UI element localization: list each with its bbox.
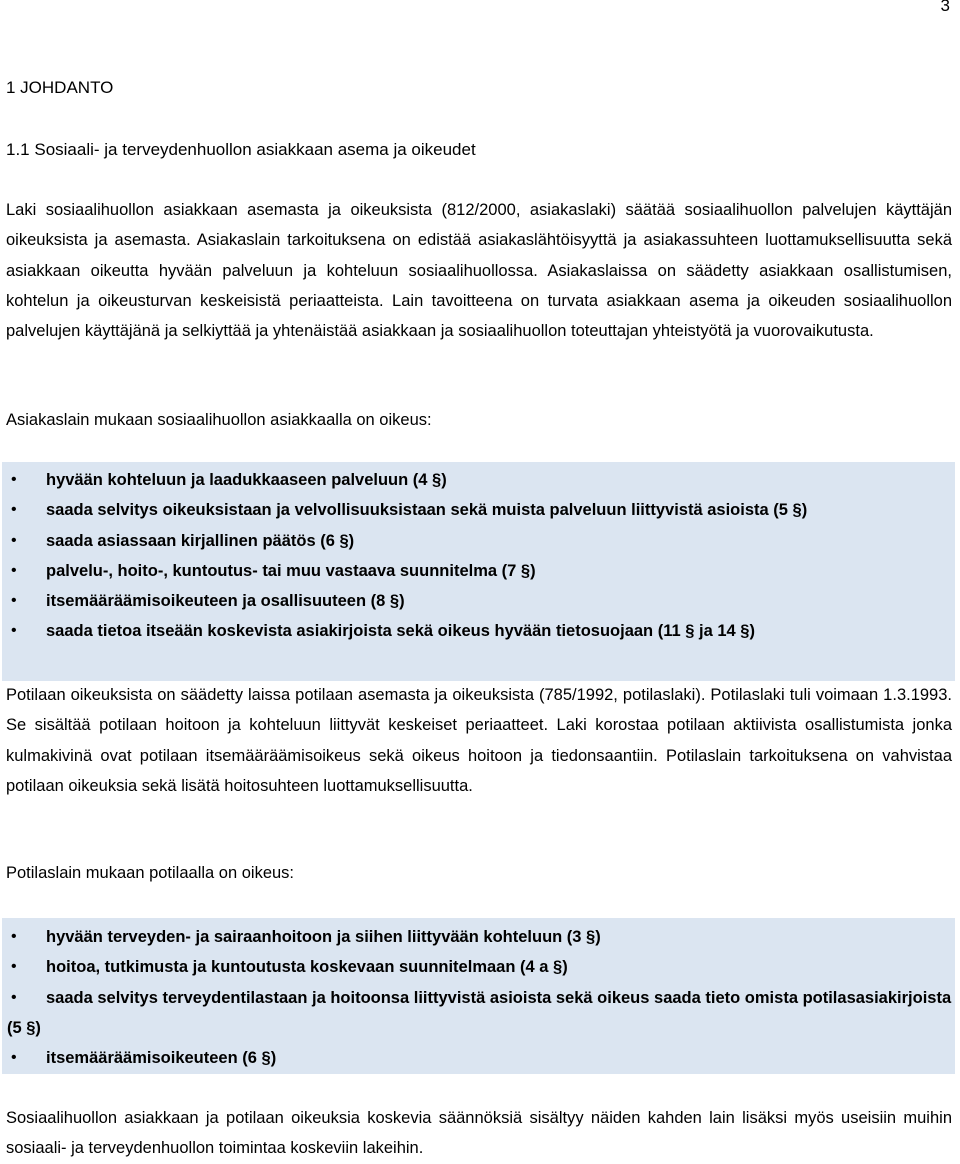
list-item-text: hyvään kohteluun ja laadukkaaseen palveluun (4 §) (46, 471, 447, 489)
section-heading: 1.1 Sosiaali- ja terveydenhuollon asiakkaan asema ja oikeudet (6, 140, 476, 159)
list-item (2, 616, 955, 646)
bullet-icon: • (11, 928, 17, 945)
list-intro-potilaslaki: Potilaslain mukaan potilaalla on oikeus: (6, 864, 295, 882)
page-number: 3 (940, 0, 950, 15)
list-intro-asiakaslaki: Asiakaslain mukaan sosiaalihuollon asiakkaalla on oikeus: (6, 411, 432, 429)
paragraph-asiakaslaki: Laki sosiaalihuollon asiakkaan asemasta ja oikeuksista (812/2000, asiakaslaki) säätää sosiaalihuollon palvelujen käyttäjän oikeuksista ja asemasta. Asiakaslain tarkoituksena on edistää asiakaslähtöisyyttä ja asiakassuhteen luottamuksellisuutta sekä asiakkaan oikeutta hyvään palveluun ja kohteluun sosiaalihuollossa. Asiakaslaissa on säädetty asiakkaan osallistumisen, kohtelun ja oikeusturvan keskeisistä periaatteista. Lain tavoitteena on turvata asiakkaan asema ja oikeuden sosiaalihuollon palvelujen käyttäjänä ja selkiyttää ja yhtenäistää asiakkaan ja sosiaalihuollon toteuttajan yhteistyötä ja vuorovaikutusta. (6, 201, 952, 341)
list-item (2, 586, 955, 616)
list-item (2, 952, 955, 982)
list-item-text: itsemääräämisoikeuteen ja osallisuuteen (8 §) (46, 592, 405, 611)
list-item-text: hoitoa, tutkimusta ja kuntoutusta koskevaan suunnitelmaan (4 a §) (46, 958, 568, 977)
paragraph-potilaslaki: Potilaan oikeuksista on säädetty laissa potilaan asemasta ja oikeuksista (785/1992, potilaslaki). Potilaslaki tuli voimaan 1.3.1993. Se sisältää potilaan hoitoon ja kohteluun liittyvät keskeiset periaatteet. Laki korostaa potilaan aktiivista osallistumista jonka kulmakivinä ovat potilaan itsemääräämisoikeus sekä oikeus hoitoon ja tiedonsaantiin. Potilaslain tarkoituksena on vahvistaa potilaan oikeuksia sekä lisätä hoitosuhteen luottamuksellisuutta. (6, 686, 952, 795)
bullet-icon: • (11, 1049, 17, 1067)
list-item-text: saada tietoa itseään koskevista asiakirjoista sekä oikeus hyvään tietosuojaan (11 § ja 14 §) (46, 622, 755, 641)
list-item (2, 526, 955, 556)
bullet-icon: • (11, 592, 17, 610)
list-item-text: saada selvitys terveydentilastaan ja hoitoonsa liittyvistä asioista sekä oikeus saada tieto omista potilasasiakirjoista (5 §) (7, 988, 952, 1037)
paragraph-closing: Sosiaalihuollon asiakkaan ja potilaan oikeuksia koskevia säännöksiä sisältyy näiden kahden lain lisäksi myös useisiin muihin sosiaali- ja terveydenhuollon toimintaa koskeviin lakeihin. (6, 1109, 952, 1158)
list-item (2, 922, 955, 952)
list-item-text: itsemääräämisoikeuteen (6 §) (46, 1049, 277, 1068)
list-item-text: palvelu-, hoito-, kuntoutus- tai muu vastaava suunnitelma (7 §) (46, 561, 536, 580)
list-item (2, 983, 955, 1044)
list-item-text: saada asiassaan kirjallinen päätös (6 §) (46, 531, 355, 550)
bullet-icon: • (11, 501, 17, 519)
list-item-text: saada selvitys oikeuksistaan ja velvollisuuksistaan sekä muista palveluun liittyvistä asioista (5 §) (46, 501, 808, 520)
list-item (2, 556, 955, 586)
bullet-icon: • (11, 622, 17, 640)
chapter-heading: 1 JOHDANTO (6, 78, 114, 97)
bullet-icon: • (11, 988, 17, 1006)
patient-rights-list (2, 918, 955, 1074)
bullet-icon: • (11, 561, 17, 579)
list-item (2, 465, 955, 495)
bullet-icon: • (11, 471, 17, 488)
list-item (2, 1043, 955, 1073)
client-rights-list (2, 462, 955, 681)
bullet-icon: • (11, 958, 17, 976)
list-item-text: hyvään terveyden- ja sairaanhoitoon ja siihen liittyvään kohteluun (3 §) (46, 928, 601, 946)
list-item (2, 495, 955, 525)
bullet-icon: • (11, 531, 17, 549)
